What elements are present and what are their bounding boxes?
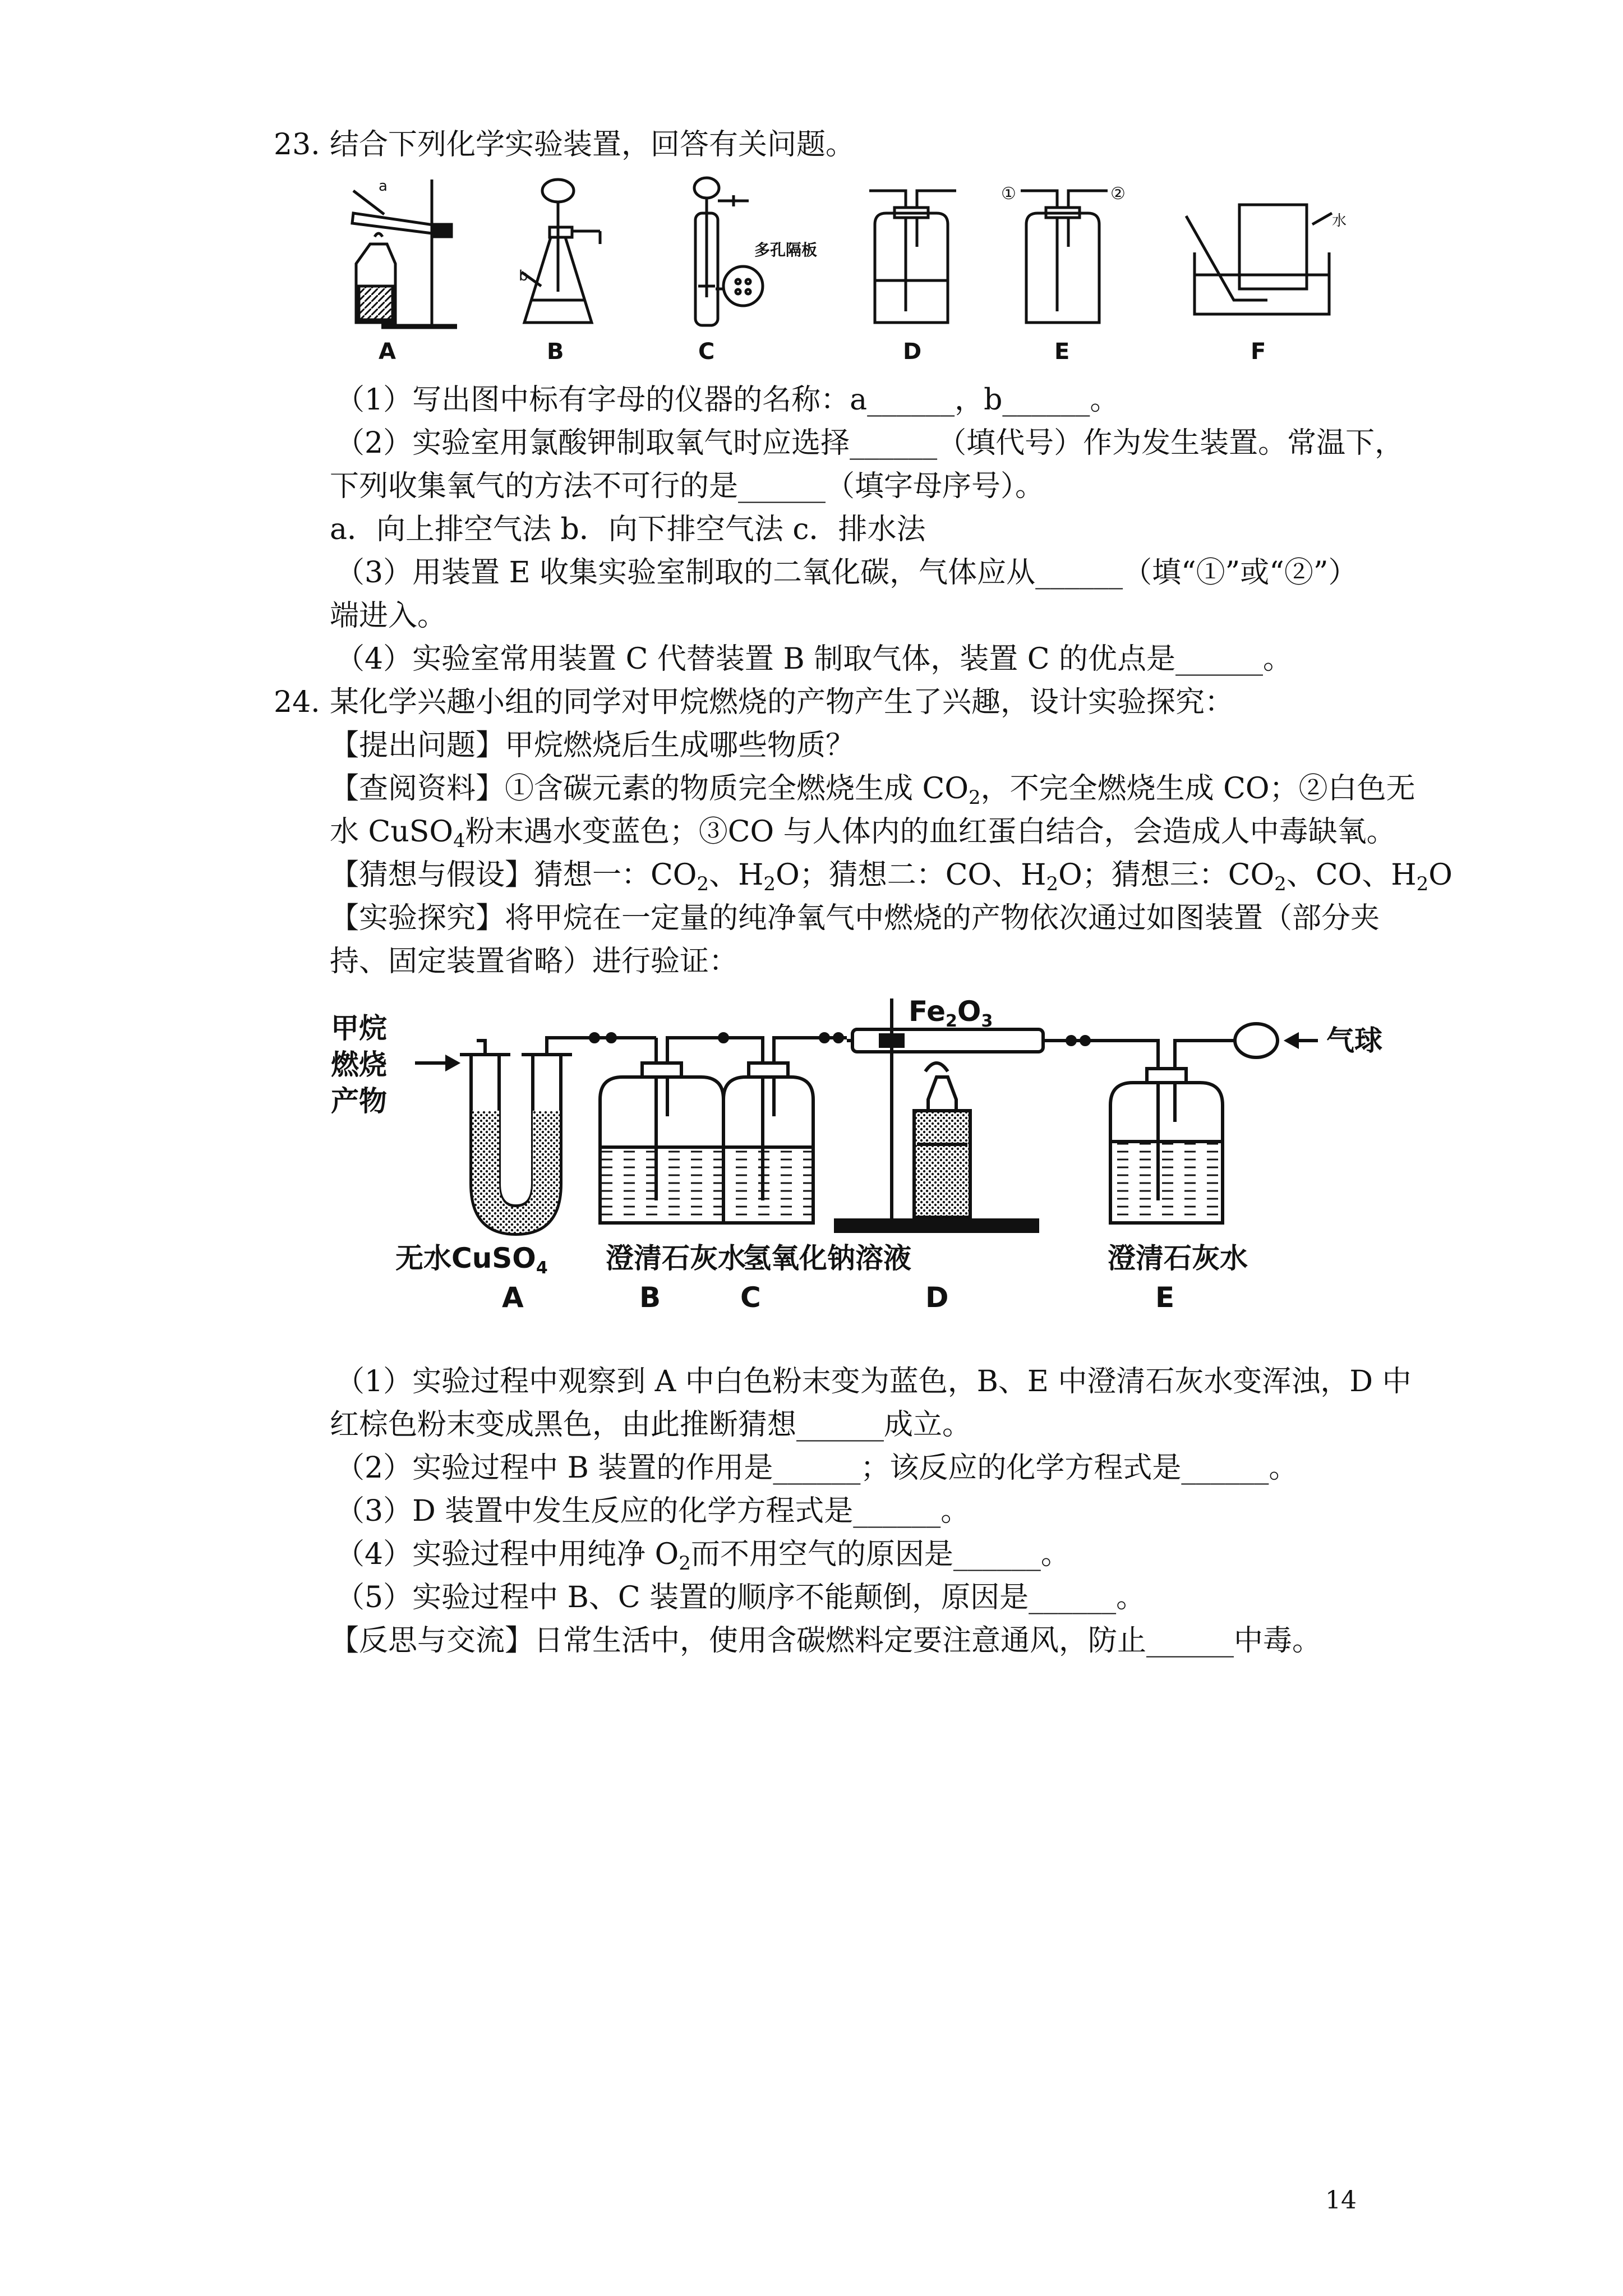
- balloon-shape: [1235, 1024, 1278, 1057]
- fig23-label-D: D: [903, 339, 922, 365]
- page-number: 14: [1325, 2186, 1357, 2215]
- q23-part3-line2: 端进入。: [330, 599, 447, 633]
- apparatus-c: [694, 178, 763, 325]
- apparatus-bottle-e: [1110, 1041, 1237, 1223]
- fig24-label-source-3: 产物: [331, 1085, 387, 1117]
- fig24-label-A: A: [502, 1281, 524, 1314]
- fig23-label-F: F: [1251, 339, 1266, 365]
- q24-reflection: 【反思与交流】日常生活中，使用含碳燃料定要注意通风，防止______中毒。: [330, 1624, 1322, 1658]
- q24-apparatus-figure: [331, 995, 1382, 1314]
- fig23-label-b: b: [519, 268, 528, 284]
- q24-part4: （4）实验过程中用纯净 $O_2$而不用空气的原因是______。: [335, 1538, 1070, 1575]
- q23-apparatus-figure: [331, 174, 1380, 367]
- apparatus-b: [522, 180, 600, 323]
- q24-question: 【提出问题】甲烷燃烧后生成哪些物质？: [330, 729, 855, 762]
- fig24-label-limewater-e: 澄清石灰水: [1108, 1242, 1248, 1274]
- fig23-label-port1: ①: [1001, 184, 1016, 204]
- fig24-label-naoh: 氢氧化钠溶液: [743, 1242, 911, 1274]
- apparatus-e: [1021, 191, 1108, 323]
- q23-part3-line1: （3）用装置 E 收集实验室制取的二氧化碳，气体应从______（填“①”或“②”）: [335, 556, 1358, 590]
- q23-part1: （1）写出图中标有字母的仪器的名称：a______，b______。: [335, 383, 1119, 417]
- fig24-label-E: E: [1155, 1281, 1175, 1314]
- q23-number: 23.: [274, 128, 320, 162]
- q23-part2-line1: （2）实验室用氯酸钾制取氧气时应选择______（填代号）作为发生装置。常温下，: [335, 426, 1404, 460]
- fig24-label-limewater-b: 澄清石灰水: [606, 1242, 746, 1274]
- fig23-label-A: A: [379, 339, 396, 365]
- q24-number: 24.: [274, 685, 320, 719]
- q23-part2-line2: 下列收集氧气的方法不可行的是______（填字母序号）。: [330, 470, 1045, 503]
- apparatus-f: [1186, 205, 1332, 314]
- q23-stem: 结合下列化学实验装置，回答有关问题。: [330, 128, 855, 162]
- fig23-label-shui: 水: [1332, 213, 1347, 229]
- fig24-label-D: D: [925, 1281, 949, 1314]
- fig23-label-a: a: [379, 178, 388, 195]
- apparatus-d: [869, 191, 956, 323]
- q24-part3: （3）D 装置中发生反应的化学方程式是______。: [335, 1494, 970, 1528]
- fig24-label-cuso4: 无水CuSO$_4$: [395, 1242, 548, 1278]
- q24-stem: 某化学兴趣小组的同学对甲烷燃烧的产物产生了兴趣，设计实验探究：: [330, 685, 1234, 719]
- fig23-label-C: C: [698, 339, 715, 365]
- fig24-label-source-1: 甲烷: [331, 1012, 387, 1045]
- apparatus-bottle-b: [600, 1038, 740, 1223]
- q23-part4: （4）实验室常用装置 C 代替装置 B 制取气体，装置 C 的优点是______。: [335, 642, 1293, 676]
- apparatus-d-heating: [836, 999, 1077, 1231]
- fig23-label-duokong: 多孔隔板: [754, 241, 818, 259]
- fig24-label-C: C: [740, 1281, 761, 1314]
- q24-info-line2: 水 CuSO$_4$粉末遇水变蓝色；③CO 与人体内的血红蛋白结合，会造成人中毒缺氧。: [330, 815, 1396, 852]
- q24-part5: （5）实验过程中 B、C 装置的顺序不能颠倒，原因是______。: [335, 1581, 1146, 1614]
- q24-info-line1: 【查阅资料】①含碳元素的物质完全燃烧生成 $CO_2$，不完全燃烧生成 CO；②白色无: [330, 772, 1415, 809]
- fig23-label-B: B: [547, 339, 564, 365]
- fig23-label-port2: ②: [1110, 184, 1126, 204]
- q24-experiment-line1: 【实验探究】将甲烷在一定量的纯净氧气中燃烧的产物依次通过如图装置（部分夹: [330, 901, 1380, 935]
- fig24-label-B: B: [639, 1281, 661, 1314]
- apparatus-u-tube: [460, 1038, 583, 1234]
- q24-hypothesis: 【猜想与假设】猜想一：$CO_2$、$H_2O$；猜想二：CO、$H_2O$；猜想三：$CO_2$、CO、$H_2O$: [330, 858, 1453, 895]
- q24-experiment-line2: 持、固定装置省略）进行验证：: [330, 945, 739, 978]
- q24-part1-line2: 红棕色粉末变成黑色，由此推断猜想______成立。: [330, 1408, 972, 1442]
- apparatus-a: [352, 180, 457, 326]
- q24-part1-line1: （1）实验过程中观察到 A 中白色粉末变为蓝色，B、E 中澄清石灰水变浑浊，D 中: [335, 1365, 1412, 1398]
- q23-part2-options: a．向上排空气法 b．向下排空气法 c．排水法: [330, 513, 926, 546]
- apparatus-bottle-c: [723, 1038, 847, 1223]
- fig24-label-fe2o3: $Fe_2O_3$: [909, 995, 993, 1031]
- q24-part2: （2）实验过程中 B 装置的作用是______；该反应的化学方程式是______。: [335, 1451, 1298, 1485]
- fig24-label-source-2: 燃烧: [331, 1048, 387, 1081]
- fig24-label-balloon: 气球: [1326, 1024, 1382, 1057]
- fig23-label-E: E: [1054, 339, 1070, 365]
